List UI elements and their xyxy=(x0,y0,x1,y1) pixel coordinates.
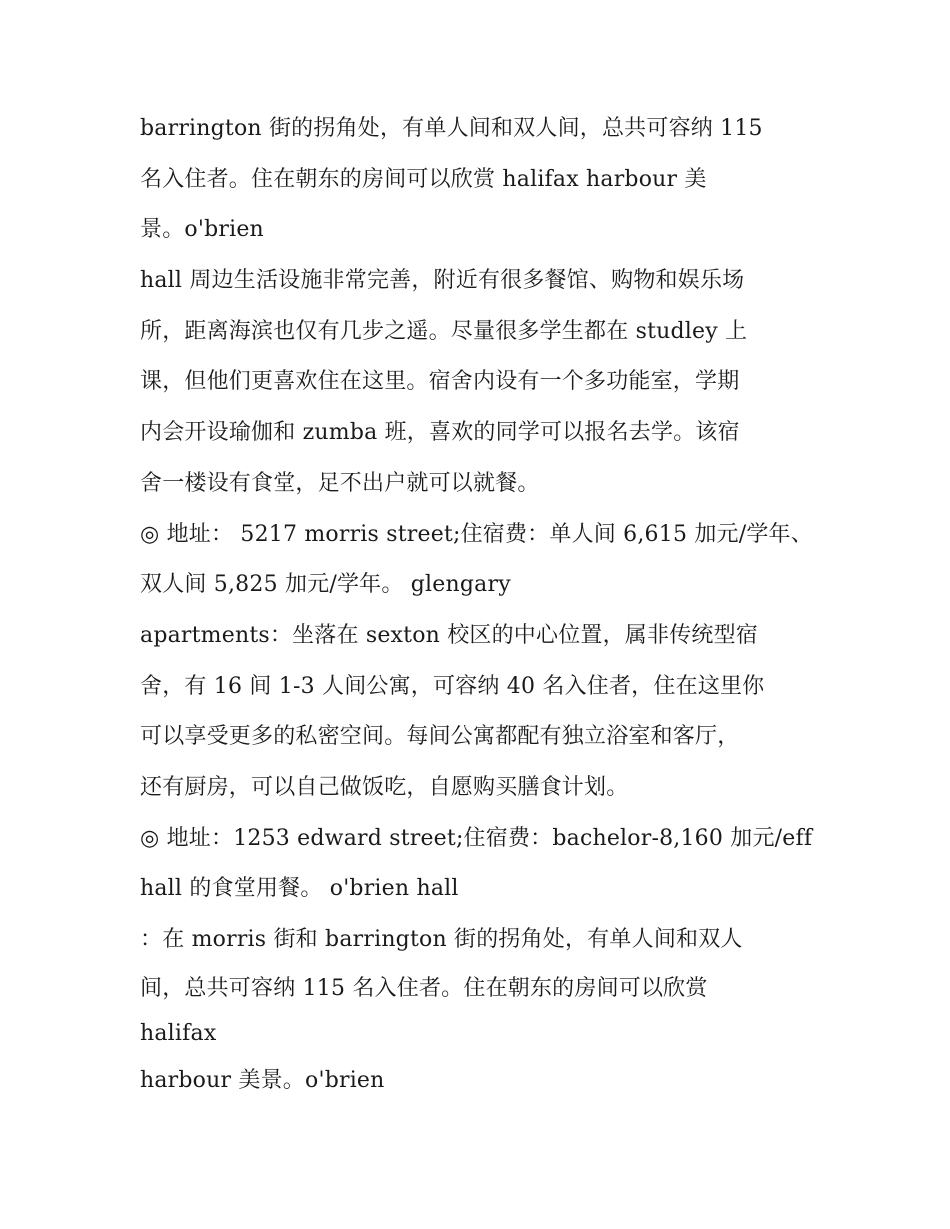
text-line: 舍，有 16 间 1-3 人间公寓，可容纳 40 名入住者，住在这里你 xyxy=(140,673,765,699)
text-line: 景。o'brien xyxy=(140,217,264,243)
text-line: 名入住者。住在朝东的房间可以欣赏 halifax harbour 美 xyxy=(140,166,707,192)
text-line: halifax xyxy=(140,1020,217,1046)
text-line: 课，但他们更喜欢住在这里。宿舍内设有一个多功能室，学期 xyxy=(140,369,740,395)
text-line: ：在 morris 街和 barrington 街的拐角处，有单人间和双人 xyxy=(140,927,743,952)
text-line: 舍一楼设有食堂，足不出户就可以就餐。 xyxy=(140,470,540,496)
text-line: apartments：坐落在 sexton 校区的中心位置，属非传统型宿 xyxy=(140,622,759,648)
text-line: hall 周边生活设施非常完善，附近有很多餐馆、购物和娱乐场 xyxy=(140,268,745,294)
text-line: hall 的食堂用餐。 o'brien hall xyxy=(140,876,459,902)
text-line: ◎ 地址：1253 edward street;住宿费：bachelor-8,160 加元/eff xyxy=(140,825,813,851)
text-line: 间，总共可容纳 115 名入住者。住在朝东的房间可以欣赏 xyxy=(140,975,708,1001)
text-line: barrington 街的拐角处，有单人间和双人间，总共可容纳 115 xyxy=(140,116,763,141)
text-line: 内会开设瑜伽和 zumba 班，喜欢的同学可以报名去学。该宿 xyxy=(140,420,740,446)
text-line: harbour 美景。o'brien xyxy=(140,1067,385,1093)
text-line: 可以享受更多的私密空间。每间公寓都配有独立浴室和客厅， xyxy=(140,724,740,750)
text-line: 所，距离海滨也仅有几步之遥。尽量很多学生都在 studley 上 xyxy=(140,318,748,344)
document-page xyxy=(140,104,830,1106)
text-line: ◎ 地址： 5217 morris street;住宿费：单人间 6,615 加元/学年、 xyxy=(140,521,813,547)
text-line: 还有厨房，可以自己做饭吃，自愿购买膳食计划。 xyxy=(140,774,629,800)
text-line: 双人间 5,825 加元/学年。 glengary xyxy=(140,572,511,598)
